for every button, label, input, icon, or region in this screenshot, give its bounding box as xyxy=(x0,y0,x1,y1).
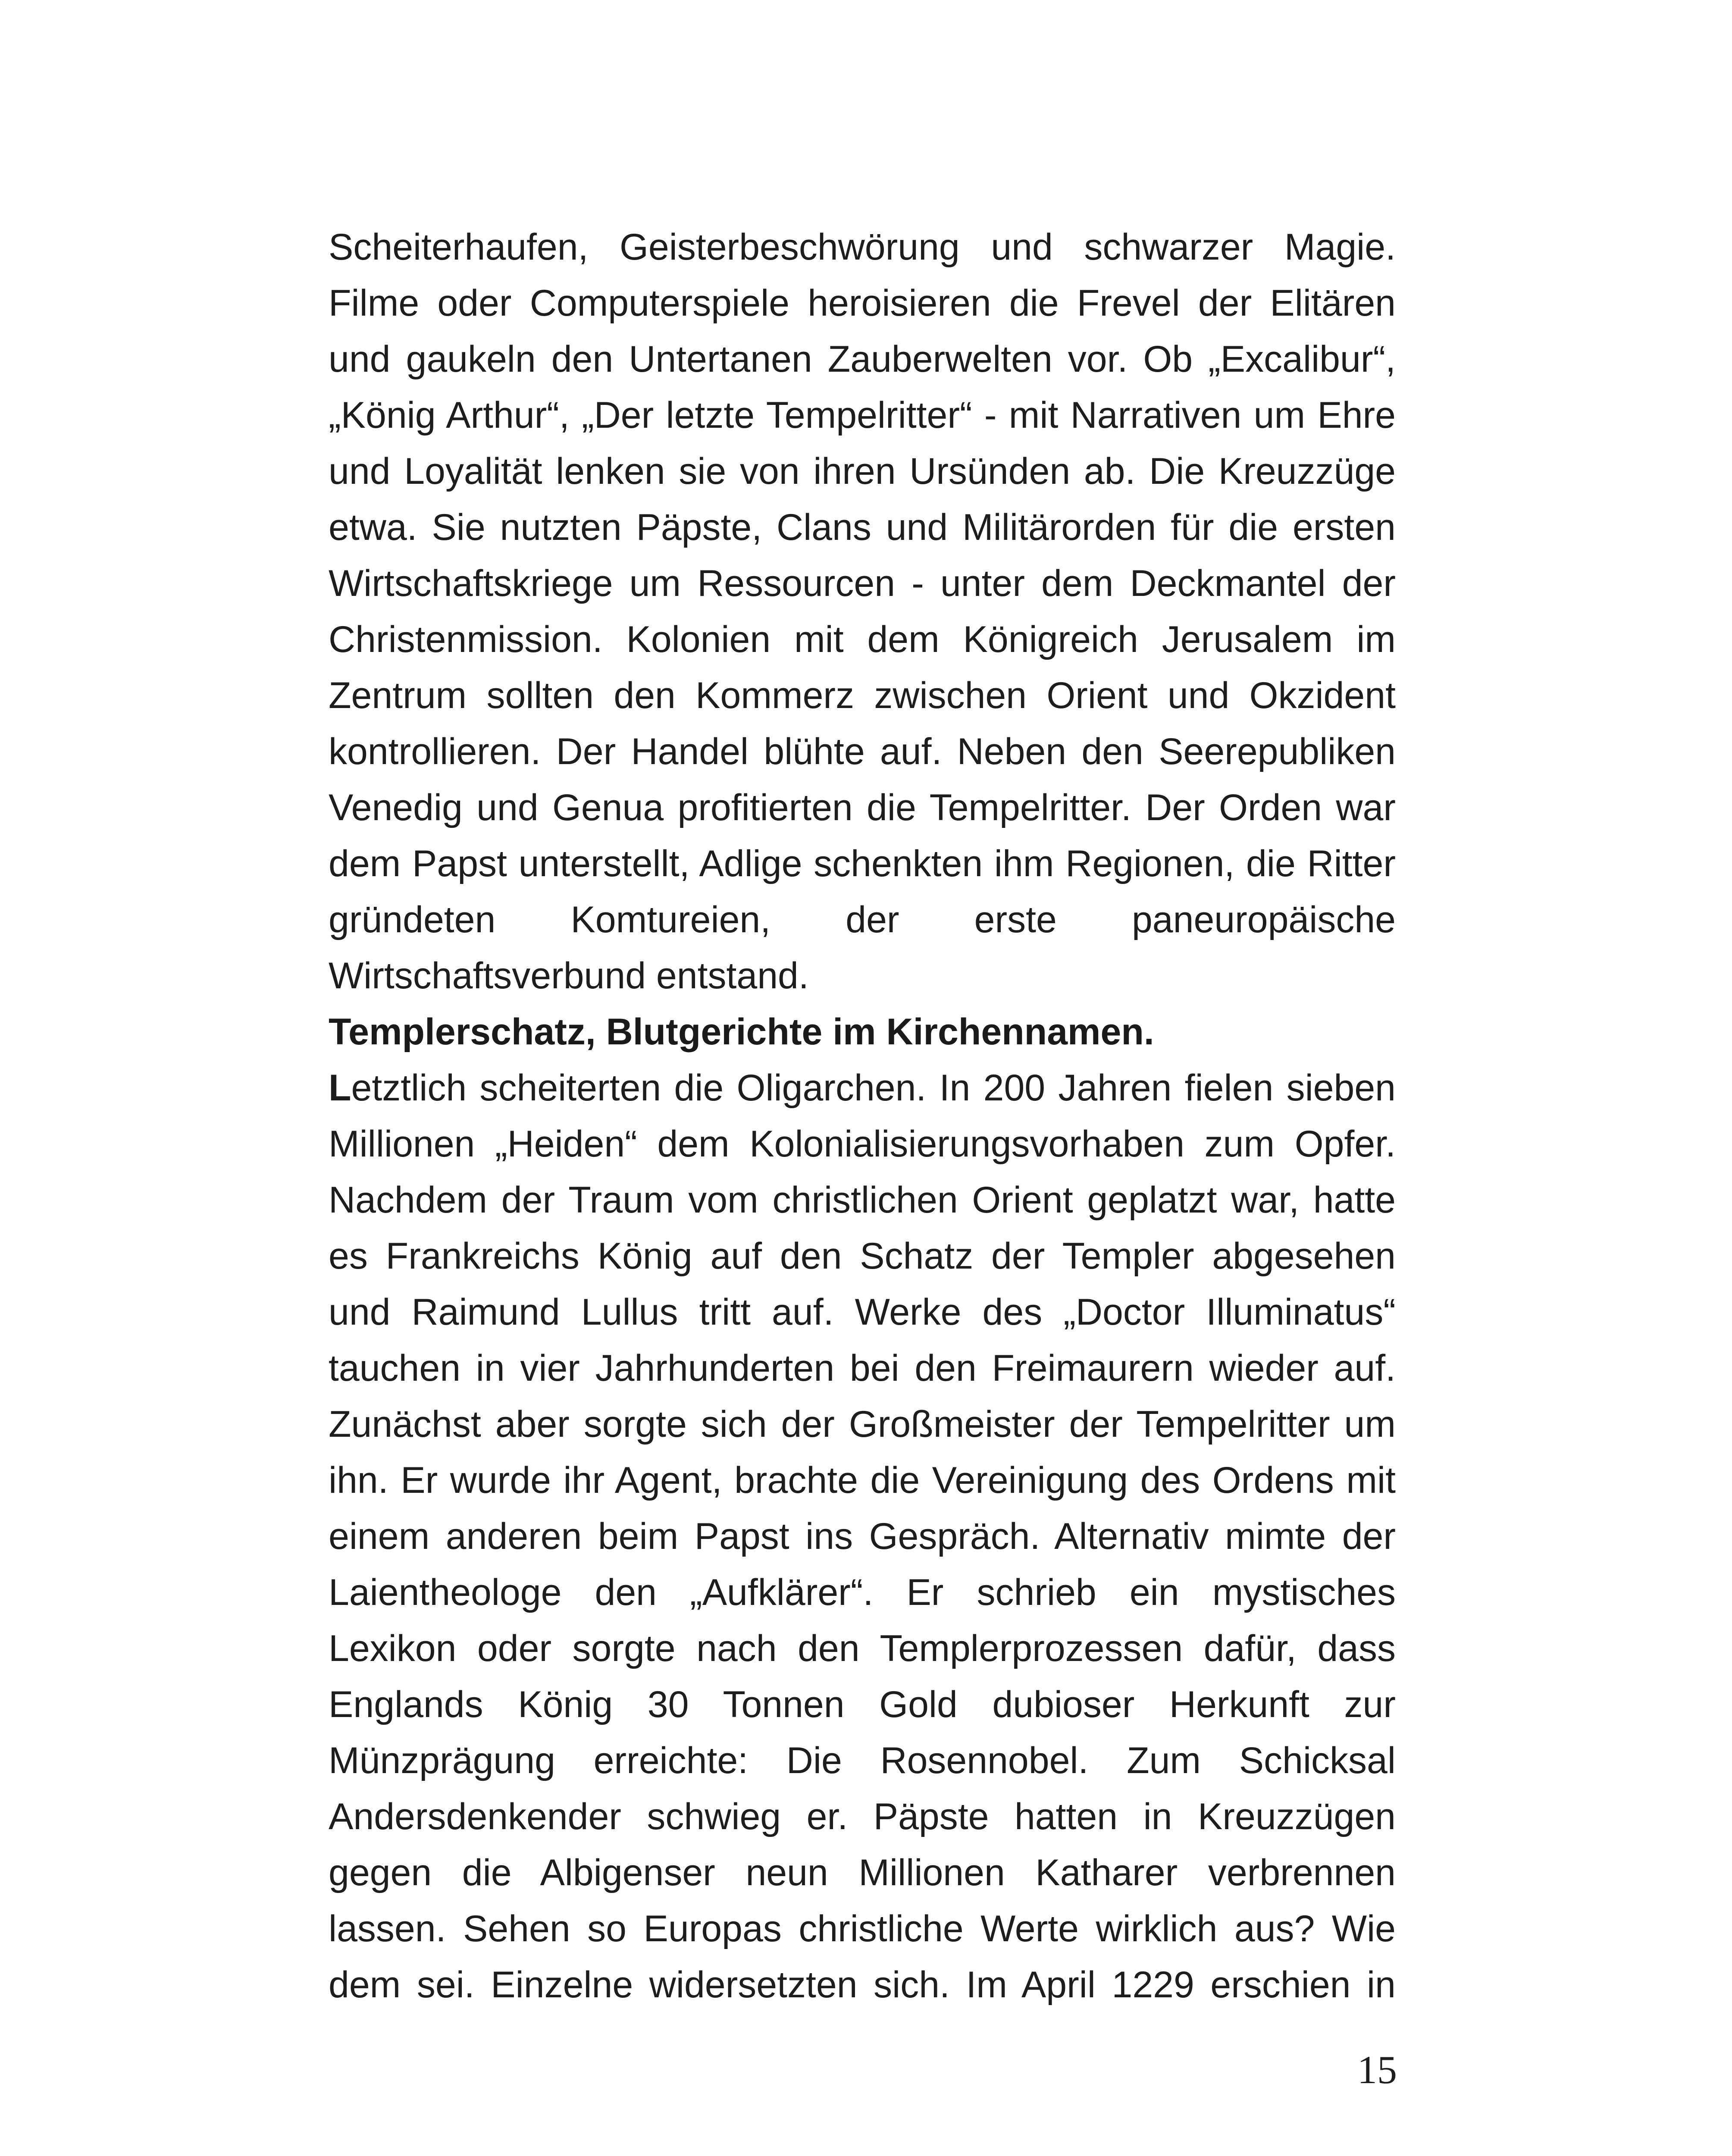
paragraph-2-text: etztlich scheiterten die Oligarchen. In 200 Jahren fielen sieben Millionen „Heiden“ dem Kolonialisierungsvorhaben zum Opfer. Nachdem der Traum vom christlichen Orient geplatzt war, hatte es Frankreichs König auf den Schatz der Templer abgesehen und Raimund Lullus tritt auf. Werke des „Doctor Illuminatus“ tauchen in vier Jahrhunderten bei den Freimaurern wieder auf. Zunächst aber sorgte sich der Großmeister der Tempelritter um ihn. Er wurde ihr Agent, brachte die Vereinigung des Ordens mit einem anderen beim Papst ins Gespräch. Alternativ mimte der Laientheologe den „Aufklärer“. Er schrieb ein mystisches Lexikon oder sorgte nach den Templerprozessen dafür, dass Englands König 30 Tonnen Gold dubioser Herkunft zur Münzprägung erreichte: Die Rosennobel. Zum Schicksal Andersdenkender schwieg er. Päpste hatten in Kreuzzügen gegen die Albigenser neun Millionen Katharer verbrennen lassen. Sehen so Europas christliche Werte wirklich aus? Wie dem sei. Einzelne widersetzten sich. Im April 1229 erschien in xyxy=(329,1067,1396,2006)
paragraph-1: Scheiterhaufen, Geisterbeschwörung und schwarzer Magie. Filme oder Computerspiele heroisieren die Frevel der Elitären und gaukeln den Untertanen Zauberwelten vor. Ob „Excalibur“, „König Arthur“, „Der letzte Tempelritter“ - mit Narrativen um Ehre und Loyalität lenken sie von ihren Ursünden ab. Die Kreuzzüge etwa. Sie nutzten Päpste, Clans und Militärorden für die ersten Wirtschaftskriege um Ressourcen - unter dem Deckmantel der Christenmission. Kolonien mit dem Königreich Jerusalem im Zentrum sollten den Kommerz zwischen Orient und Okzident kontrollieren. Der Handel blühte auf. Neben den Seerepubliken Venedig und Genua profitierten die Tempelritter. Der Orden war dem Papst unterstellt, Adlige schenkten ihm Regionen, die Ritter gründeten Komtureien, der erste paneuropäische Wirtschaftsverbund entstand. xyxy=(329,226,1396,997)
section-heading: Templerschatz, Blutgerichte im Kirchennamen. xyxy=(329,1011,1154,1053)
paragraph-initial: L xyxy=(329,1067,351,1109)
page-number: 15 xyxy=(1357,2048,1397,2092)
paragraph-2 xyxy=(329,1060,1396,2013)
body-text xyxy=(329,219,1396,2013)
